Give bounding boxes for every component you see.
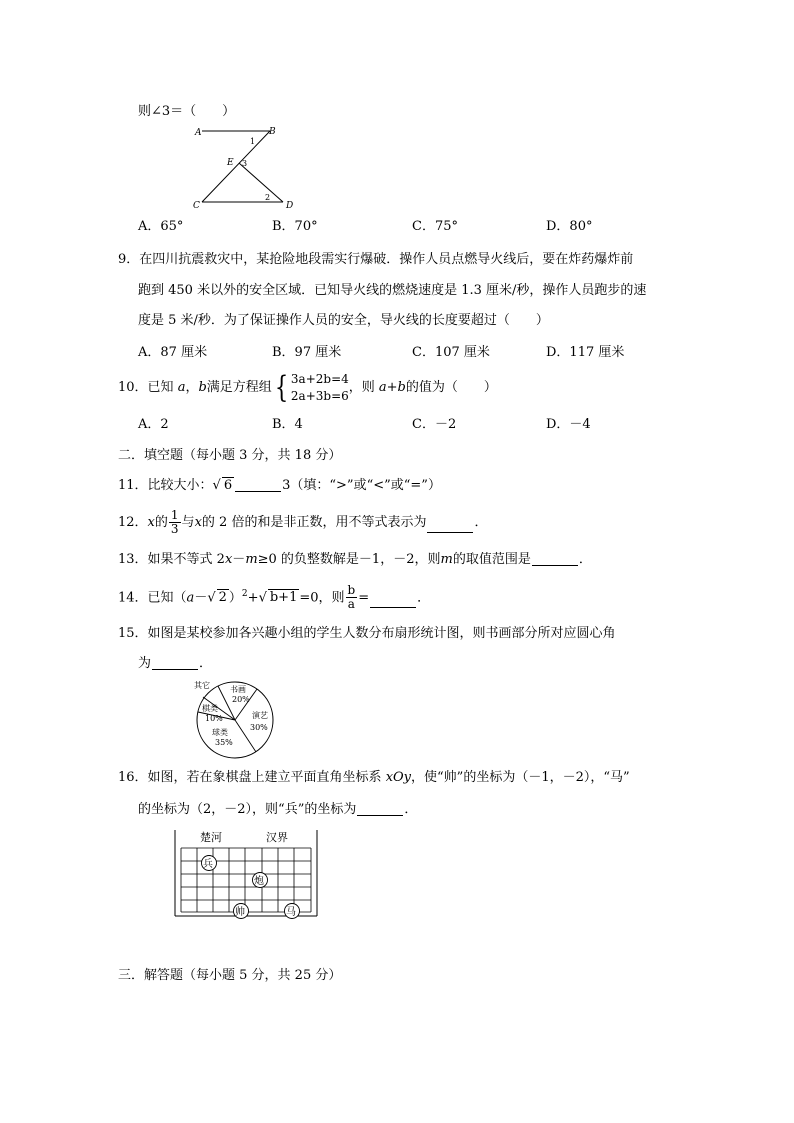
equation-brace: {: [274, 369, 289, 405]
answer-blank: [235, 490, 281, 492]
label-C: C: [193, 201, 200, 211]
pie-label-performance: 演艺: [252, 711, 268, 720]
section-3-heading: 三．解答题（每小题 5 分，共 25 分）: [118, 968, 342, 983]
q8-figure: [190, 122, 300, 212]
pie-label-other: 其它: [194, 681, 210, 690]
q16-line1: 16．如图，若在象棋盘上建立平面直角坐标系 xOy，使“帅”的坐标为（－1，－2），“马”: [118, 770, 630, 785]
angle-3: 3: [242, 159, 248, 168]
piece-pao: 炮: [254, 876, 264, 887]
label-E: E: [227, 158, 234, 168]
pie-pct-ball: 35%: [215, 738, 233, 747]
pie-pct-performance: 30%: [250, 723, 268, 732]
fraction-one-third: $\frac{1}{3}$: [170, 508, 179, 536]
q14-line: 14．已知（a－√ 2 ）$^2$+√ b+1 =0，则 $\frac{b}{a}$ = ．: [118, 583, 431, 612]
answer-blank: [370, 606, 416, 608]
q9-option-d: D．117 厘米: [546, 345, 625, 360]
q11-line: 11．比较大小：√ 6 3（填：“>”或“<”或“=”）: [118, 478, 441, 493]
river-label-chu: 楚河: [200, 831, 222, 844]
equation-system: 3a+2b=4 2a+3b=6: [290, 371, 349, 403]
q9-option-b: B．97 厘米: [272, 345, 342, 360]
label-D: D: [286, 201, 294, 211]
q8-option-c: C．75°: [412, 219, 458, 234]
label-A: A: [195, 128, 202, 138]
q10-line: 10．已知 a，b满足方程组{ 3a+2b=4 2a+3b=6 ，则 a+b的值为（ ）: [118, 369, 497, 405]
q15-line2: 为 ．: [138, 656, 213, 671]
answer-blank: [152, 668, 198, 670]
q9-line3: 度是 5 米/秒．为了保证操作人员的安全，导火线的长度要超过（ ）: [138, 313, 549, 328]
answer-blank: [357, 814, 403, 816]
q8-option-b: B．70°: [272, 219, 318, 234]
q15-line1: 15．如图是某校参加各兴趣小组的学生人数分布扇形统计图，则书画部分所对应圆心角: [118, 626, 616, 641]
piece-bing: 兵: [203, 859, 213, 870]
q8-option-d: D．80°: [546, 219, 593, 234]
q8-option-a: A．65°: [138, 219, 184, 234]
pie-label-ball: 球类: [212, 728, 228, 737]
q9-option-a: A．87 厘米: [138, 345, 208, 360]
section-2-heading: 二．填空题（每小题 3 分，共 18 分）: [118, 448, 342, 463]
q16-line2: 的坐标为（2，－2），则“兵”的坐标为 ．: [138, 802, 418, 817]
angle-1: 1: [250, 137, 256, 146]
pie-label-chess: 棋类: [202, 704, 218, 713]
label-B: B: [269, 127, 276, 137]
angle-2: 2: [265, 193, 271, 202]
q8-line: 则∠3＝（ ）: [138, 104, 236, 119]
q16-chessboard: [172, 826, 322, 922]
pie-pct-chess: 10%: [205, 714, 223, 723]
river-label-han: 汉界: [266, 831, 288, 844]
q15-pie-chart: [190, 675, 280, 765]
piece-ma: 马: [286, 907, 296, 918]
q10-option-a: A．2: [138, 417, 169, 432]
q9-line2: 跑到 450 米以外的安全区域．已知导火线的燃烧速度是 1.3 厘米/秒，操作人员跑步的速: [138, 283, 647, 298]
fraction-b-over-a: $\frac{b}{a}$: [347, 583, 356, 612]
q13-line: 13．如果不等式 2x－m≥0 的负整数解是－1，－2，则m的取值范围是 ．: [118, 552, 592, 567]
q9-option-c: C．107 厘米: [412, 345, 490, 360]
piece-shuai: 帅: [235, 907, 245, 918]
pie-label-calligraphy: 书画: [230, 685, 246, 694]
q10-option-d: D．－4: [546, 417, 591, 432]
answer-blank: [427, 531, 473, 533]
q9-line1: 9．在四川抗震救灾中，某抢险地段需实行爆破．操作人员点燃导火线后，要在炸药爆炸前: [118, 252, 634, 267]
answer-blank: [532, 564, 578, 566]
q12-line: 12．x的 $\frac{1}{3}$ 与x的 2 倍的和是非正数，用不等式表示为 ．: [118, 508, 488, 536]
q10-option-c: C．－2: [412, 417, 457, 432]
pie-pct-calligraphy: 20%: [232, 695, 250, 704]
q10-option-b: B．4: [272, 417, 303, 432]
